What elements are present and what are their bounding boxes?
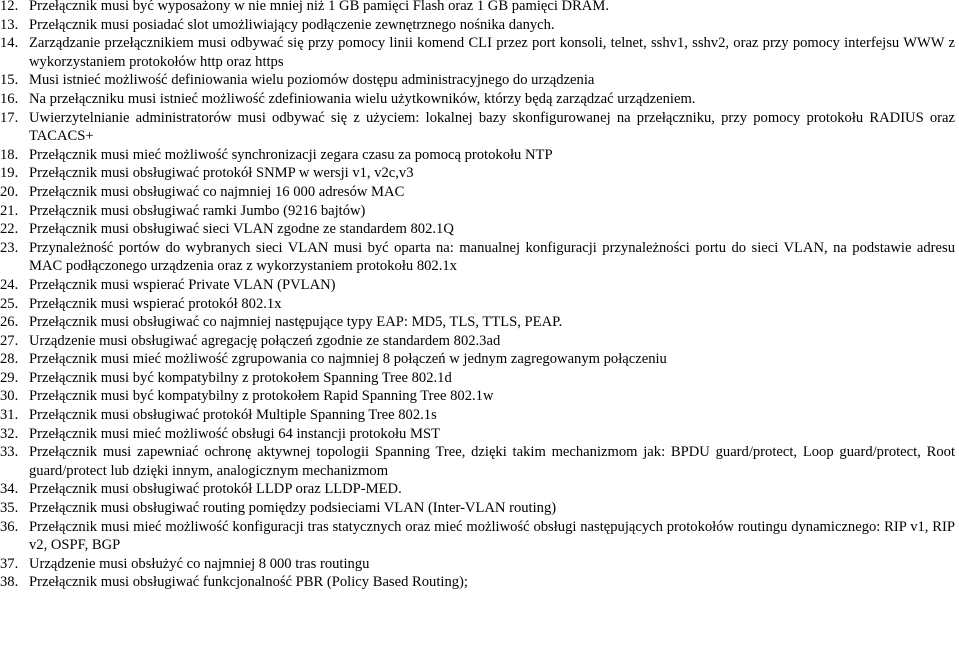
item-text: Musi istnieć możliwość definiowania wielu poziomów dostępu administracyjnego do urządzenia [29,72,595,89]
list-item-32 [0,425,959,444]
item-number: 30. [0,388,19,405]
item-number: 16. [0,90,19,107]
item-text: Przełącznik musi być wyposażony w nie mniej niż 1 GB pamięci Flash oraz 1 GB pamięci DRAM. [29,0,609,14]
item-number: 13. [0,16,19,33]
list-item-36 [0,518,959,555]
item-text: Przełącznik musi obsługiwać routing pomiędzy podsieciami VLAN (Inter-VLAN routing) [29,500,557,517]
list-item-18 [0,146,959,165]
item-text: Na przełączniku musi istnieć możliwość zdefiniowania wielu użytkowników, którzy będą zarządzać urządzeniem. [29,90,696,107]
item-text: Przełącznik musi obsługiwać ramki Jumbo (9216 bajtów) [29,202,366,219]
item-number: 25. [0,295,19,312]
item-number: 27. [0,332,19,349]
item-text: Przełącznik musi obsługiwać co najmniej następujące typy EAP: MD5, TLS, TTLS, PEAP. [29,314,563,331]
item-text: Przełącznik musi obsługiwać protokół Multiple Spanning Tree 802.1s [29,407,437,424]
list-item-26 [0,313,959,332]
list-item-28 [0,350,959,369]
list-item-16 [0,90,959,109]
item-number: 14. [0,35,19,52]
list-item-15 [0,71,959,90]
list-item-31 [0,406,959,425]
item-text: Przełącznik musi posiadać slot umożliwiający podłączenie zewnętrznego nośnika danych. [29,16,555,33]
item-text: Przełącznik musi obsługiwać co najmniej 16 000 adresów MAC [29,183,405,200]
item-number: 26. [0,314,19,331]
item-number: 17. [0,109,19,126]
item-text: Przełącznik musi mieć możliwość obsługi 64 instancji protokołu MST [29,425,440,442]
list-item-22 [0,220,959,239]
item-number: 33. [0,444,19,461]
item-number: 31. [0,407,19,424]
item-text: Przełącznik musi być kompatybilny z protokołem Spanning Tree 802.1d [29,369,452,386]
item-number: 37. [0,555,19,572]
item-number: 28. [0,351,19,368]
item-text: Przełącznik musi obsługiwać sieci VLAN zgodne ze standardem 802.1Q [29,221,454,238]
list-item-21 [0,202,959,221]
item-number: 18. [0,146,19,163]
list-item-37 [0,555,959,574]
item-number: 23. [0,239,19,256]
item-number: 21. [0,202,19,219]
item-number: 22. [0,221,19,238]
item-number: 12. [0,0,19,14]
item-text: Urządzenie musi obsłużyć co najmniej 8 000 tras routingu [29,555,370,572]
list-item-34 [0,480,959,499]
item-text: Przełącznik musi mieć możliwość synchronizacji zegara czasu za pomocą protokołu NTP [29,146,553,163]
item-number: 35. [0,500,19,517]
item-number: 29. [0,369,19,386]
item-text: Przełącznik musi mieć możliwość zgrupowania co najmniej 8 połączeń w jednym zagregowanym połączeniu [29,351,667,368]
item-text: Przełącznik musi wspierać Private VLAN (PVLAN) [29,276,336,293]
list-item-17 [0,109,959,146]
list-item-19 [0,164,959,183]
item-text: Przełącznik musi mieć możliwość konfiguracji tras statycznych oraz mieć możliwość obsługi następujących protokołów routingu dynamicznego: RIP v1, RIP v2, OSPF, BGP [29,518,955,554]
item-text: Przynależność portów do wybranych sieci VLAN musi być oparta na: manualnej konfiguracji przynależności portu do sieci VLAN, na podstawie adresu MAC podłączonego urządzenia oraz z wykorzystaniem protokołu 802.1x [29,239,955,275]
item-number: 32. [0,425,19,442]
item-text: Uwierzytelnianie administratorów musi odbywać się z użyciem: lokalnej bazy skonfigurowanej na przełączniku, przy pomocy protokołu RADIUS oraz TACACS+ [29,109,955,145]
list-item-14 [0,34,959,71]
item-number: 24. [0,276,19,293]
list-item-13 [0,16,959,35]
item-text: Przełącznik musi obsługiwać funkcjonalność PBR (Policy Based Routing); [29,574,468,591]
item-text: Przełącznik musi obsługiwać protokół SNMP w wersji v1, v2c,v3 [29,165,414,182]
item-number: 19. [0,165,19,182]
item-number: 34. [0,481,19,498]
list-item-38 [0,573,959,592]
list-item-23 [0,239,959,276]
list-item-30 [0,387,959,406]
item-text: Przełącznik musi obsługiwać protokół LLDP oraz LLDP-MED. [29,481,402,498]
list-item-29 [0,369,959,388]
item-text: Przełącznik musi być kompatybilny z protokołem Rapid Spanning Tree 802.1w [29,388,494,405]
item-text: Przełącznik musi zapewniać ochronę aktywnej topologii Spanning Tree, dzięki takim mechanizmom jak: BPDU guard/protect, Loop guard/protect, Root guard/protect lub dzięki innym, analogicznym mechanizmom [29,444,955,479]
item-text: Urządzenie musi obsługiwać agregację połączeń zgodnie ze standardem 802.3ad [29,332,501,349]
list-item-33 [0,443,959,480]
item-number: 38. [0,574,19,591]
list-item-27 [0,332,959,351]
list-item-35 [0,499,959,518]
list-item-20 [0,183,959,202]
item-text: Przełącznik musi wspierać protokół 802.1x [29,295,282,312]
item-text: Zarządzanie przełącznikiem musi odbywać się przy pomocy linii komend CLI przez port konsoli, telnet, sshv1, sshv2, oraz przy pomocy interfejsu WWW z wykorzystaniem protokołów http oraz https [29,35,955,70]
list-item-25 [0,295,959,314]
item-number: 15. [0,72,19,89]
item-number: 36. [0,518,19,535]
list-item-24 [0,276,959,295]
list-item-12 [0,0,959,16]
item-number: 20. [0,183,19,200]
